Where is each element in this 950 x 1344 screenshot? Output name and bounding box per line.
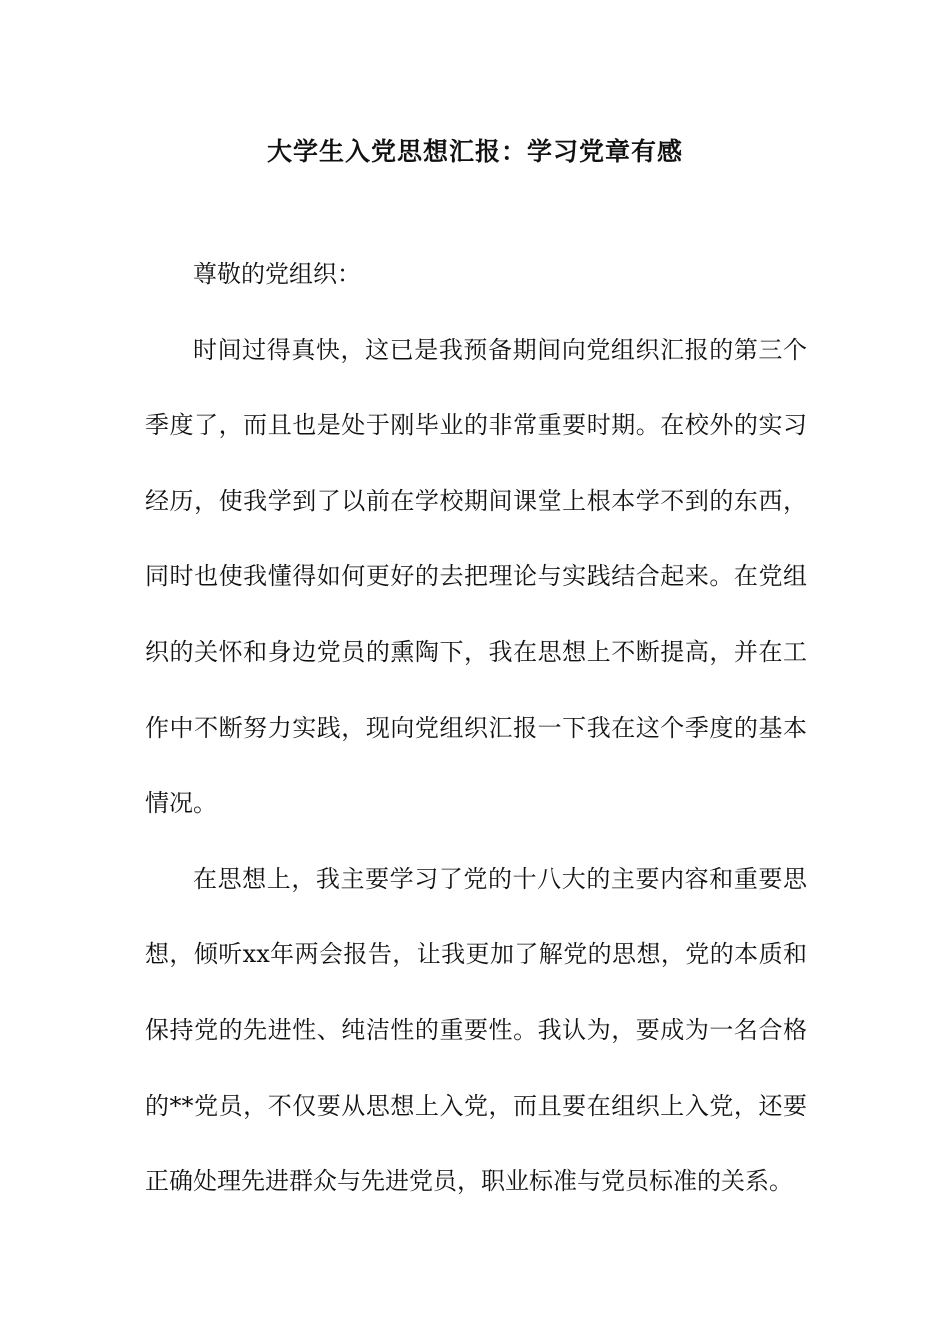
paragraph-line: 的**党员，不仅要从思想上入党，而且要在组织上入党，还要 xyxy=(145,1091,807,1120)
paragraph-line: 时间过得真快，这已是我预备期间向党组织汇报的第三个 xyxy=(193,335,807,364)
salutation-line: 尊敬的党组织： xyxy=(193,260,361,288)
paragraph-line: 经历，使我学到了以前在学校期间课堂上根本学不到的东西， xyxy=(145,486,807,515)
paragraph-line: 作中不断努力实践，现向党组织汇报一下我在这个季度的基本 xyxy=(145,713,807,742)
paragraph-line: 织的关怀和身边党员的熏陶下，我在思想上不断提高，并在工 xyxy=(145,637,807,666)
paragraph-line: 季度了，而且也是处于刚毕业的非常重要时期。在校外的实习 xyxy=(145,411,807,440)
paragraph-line: 情况。 xyxy=(145,789,217,818)
paragraph-line: 保持党的先进性、纯洁性的重要性。我认为，要成为一名合格 xyxy=(145,1015,807,1044)
paragraph-line: 同时也使我懂得如何更好的去把理论与实践结合起来。在党组 xyxy=(145,562,807,591)
document-body xyxy=(145,254,807,1237)
paragraph-line: 想，倾听xx年两会报告，让我更加了解党的思想，党的本质和 xyxy=(145,940,807,969)
paragraph-line: 正确处理先进群众与先进党员，职业标准与党员标准的关系。 xyxy=(145,1167,793,1196)
paragraph-line: 在思想上，我主要学习了党的十八大的主要内容和重要思 xyxy=(193,864,807,893)
document-title: 大学生入党思想汇报：学习党章有感 xyxy=(266,137,683,166)
